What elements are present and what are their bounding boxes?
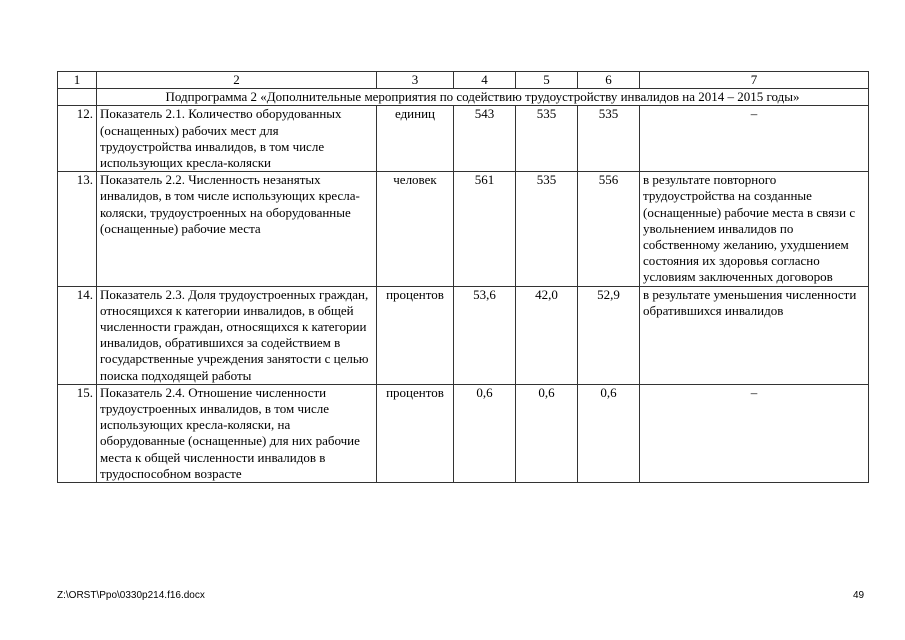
unit-cell: процентов [377,286,454,384]
note-cell: в результате повторного трудоустройства на созданные (оснащенные) рабочие места в связи с увольнением инвалидов по собственному желанию, ухудшением состояния их здоровья согласно условиям заключенных договоров [640,172,869,286]
page-number: 49 [853,590,865,601]
table-row [58,106,869,172]
value-col4: 53,6 [454,286,516,384]
value-col6: 556 [578,172,640,286]
row-number: 14. [58,286,97,384]
value-col4: 0,6 [454,384,516,482]
subprogram-title: Подпрограмма 2 «Дополнительные мероприятия по содействию трудоустройству инвалидов на 2014 – 2015 годы» [97,89,869,106]
value-col5: 535 [516,172,578,286]
file-path-footer: Z:\ORST\Ppo\0330p214.f16.docx [57,590,205,601]
row-number: 13. [58,172,97,286]
indicator-name: Показатель 2.1. Количество оборудованных (оснащенных) рабочих мест для трудоустройства инвалидов, в том числе использующих кресла-коляски [97,106,377,172]
value-col5: 42,0 [516,286,578,384]
table-row [58,384,869,482]
unit-cell: единиц [377,106,454,172]
row-number: 12. [58,106,97,172]
indicator-name: Показатель 2.3. Доля трудоустроенных граждан, относящихся к категории инвалидов, в общей численности граждан, относящихся к категории инвалидов, обратившихся за содействием в государственные учреждения занятости с целью поиска подходящей работы [97,286,377,384]
value-col4: 543 [454,106,516,172]
row-number: 15. [58,384,97,482]
column-number-cell: 1 [58,72,97,89]
indicator-name: Показатель 2.4. Отношение численности трудоустроенных инвалидов, в том числе использующих кресла-коляски, на оборудованные (оснащенные) для них рабочие места к общей численности инвалидов в трудоспособном возрасте [97,384,377,482]
indicators-table [57,71,869,483]
table-row [58,172,869,286]
value-col6: 52,9 [578,286,640,384]
column-number-cell: 3 [377,72,454,89]
column-number-cell: 7 [640,72,869,89]
value-col6: 0,6 [578,384,640,482]
note-cell: – [640,106,869,172]
unit-cell: человек [377,172,454,286]
subprogram-row [58,89,869,106]
empty-cell [58,89,97,106]
note-cell: в результате уменьшения численности обратившихся инвалидов [640,286,869,384]
column-numbers-row [58,72,869,89]
column-number-cell: 2 [97,72,377,89]
table-row [58,286,869,384]
value-col4: 561 [454,172,516,286]
value-col5: 0,6 [516,384,578,482]
value-col6: 535 [578,106,640,172]
column-number-cell: 4 [454,72,516,89]
indicator-name: Показатель 2.2. Численность незанятых инвалидов, в том числе использующих кресла-коляски, трудоустроенных на оборудованные (оснащенные) рабочие места [97,172,377,286]
note-cell: – [640,384,869,482]
column-number-cell: 5 [516,72,578,89]
column-number-cell: 6 [578,72,640,89]
unit-cell: процентов [377,384,454,482]
value-col5: 535 [516,106,578,172]
